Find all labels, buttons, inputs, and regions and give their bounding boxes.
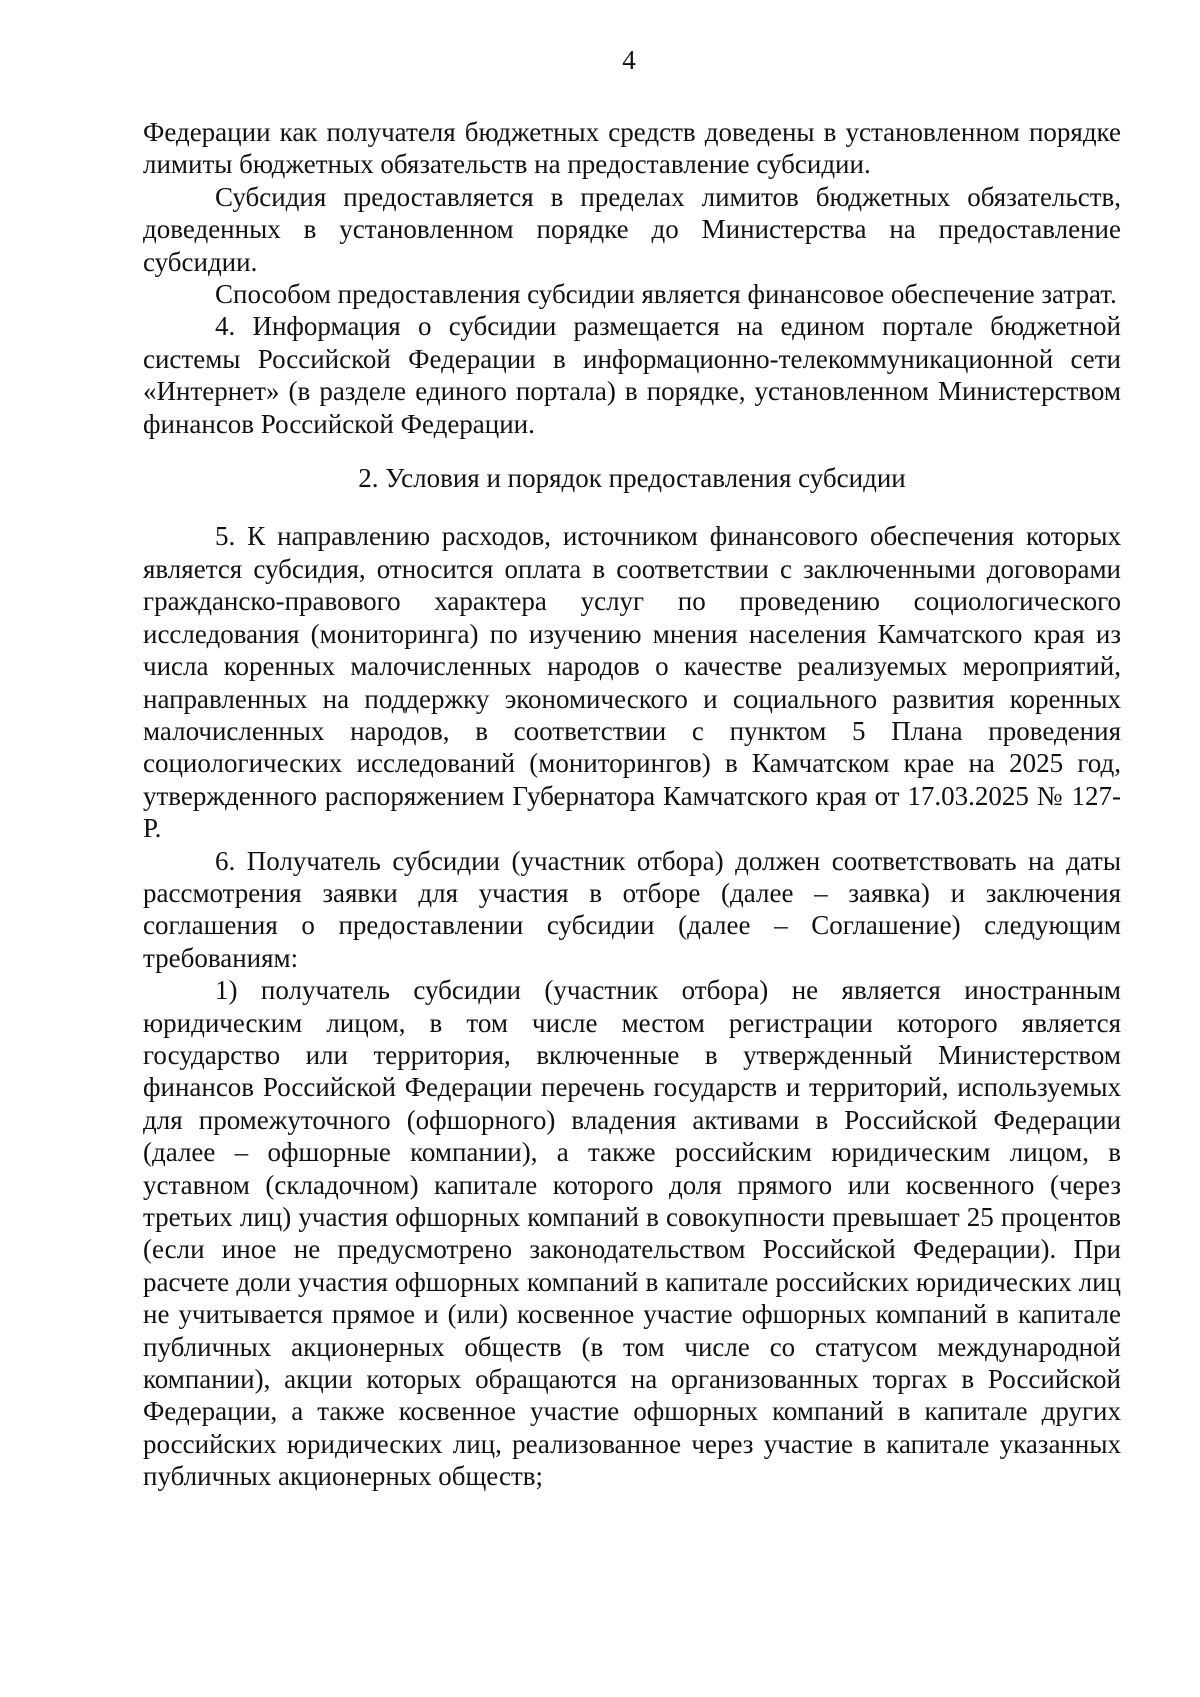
paragraph-subsidy-method: Способом предоставления субсидии является финансовое обеспечение затрат. xyxy=(215,279,1117,310)
paragraph-subsidy-limits: Субсидия предоставляется в пределах лимитов бюджетных обязательств, доведенных в установленном порядке до Министерства на предоставление субсидии. xyxy=(143,181,1121,277)
paragraph-item-5: 5. К направлению расходов, источником финансового обеспечения которых является субсидия, относится оплата в соответствии с заключенными договорами гражданско-правового характера услуг по проведению социологического исследования (мониторинга) по изучению мнения населения Камчатского края из числа коренных малочисленных народов о качестве реализуемых мероприятий, направленных на поддержку экономического и социального развития коренных малочисленных народов, в соответствии с пунктом 5 Плана проведения социологических исследований (мониторингов) в Камчатском крае на 2025 год, утвержденного распоряжением Губернатора Камчатского края от 17.03.2025 № 127-Р. xyxy=(143,521,1121,844)
paragraph-subitem-1: 1) получатель субсидии (участник отбора) не является иностранным юридическим лицом, в том числе местом регистрации которого является государство или территория, включенные в утвержденный Министерством финансов Российской Федерации перечень государств и территорий, используемых для промежуточного (офшорного) владения активами в Российской Федерации (далее – офшорные компании), а также российским юридическим лицом, в уставном (складочном) капитале которого доля прямого или косвенного (через третьих лиц) участия офшорных компаний в совокупности превышает 25 процентов (если иное не предусмотрено законодательством Российской Федерации). При расчете доли участия офшорных компаний в капитале российских юридических лиц не учитывается прямое и (или) косвенное участие офшорных компаний в капитале публичных акционерных обществ (в том числе со статусом международной компании), акции которых обращаются на организованных торгах в Российской Федерации, а также косвенное участие офшорных компаний в капитале других российских юридических лиц, реализованное через участие в капитале указанных публичных акционерных обществ; xyxy=(143,975,1121,1492)
page-number: 4 xyxy=(622,45,636,75)
document-body xyxy=(143,116,1121,1493)
paragraph-item-4: 4. Информация о субсидии размещается на едином портале бюджетной системы Российской Федерации в информационно-телекоммуникационной сети «Интернет» (в разделе единого портала) в порядке, установленном Министерством финансов Российской Федерации. xyxy=(143,311,1121,439)
paragraph-item-6: 6. Получатель субсидии (участник отбора) должен соответствовать на даты рассмотрения заявки для участия в отборе (далее – заявка) и заключения соглашения о предоставлении субсидии (далее – Соглашение) следующим требованиям: xyxy=(143,845,1121,973)
paragraph-continuation: Федерации как получателя бюджетных средств доведены в установленном порядке лимиты бюджетных обязательств на предоставление субсидии. xyxy=(143,117,1121,180)
section-heading: 2. Условия и порядок предоставления субсидии xyxy=(358,463,906,494)
